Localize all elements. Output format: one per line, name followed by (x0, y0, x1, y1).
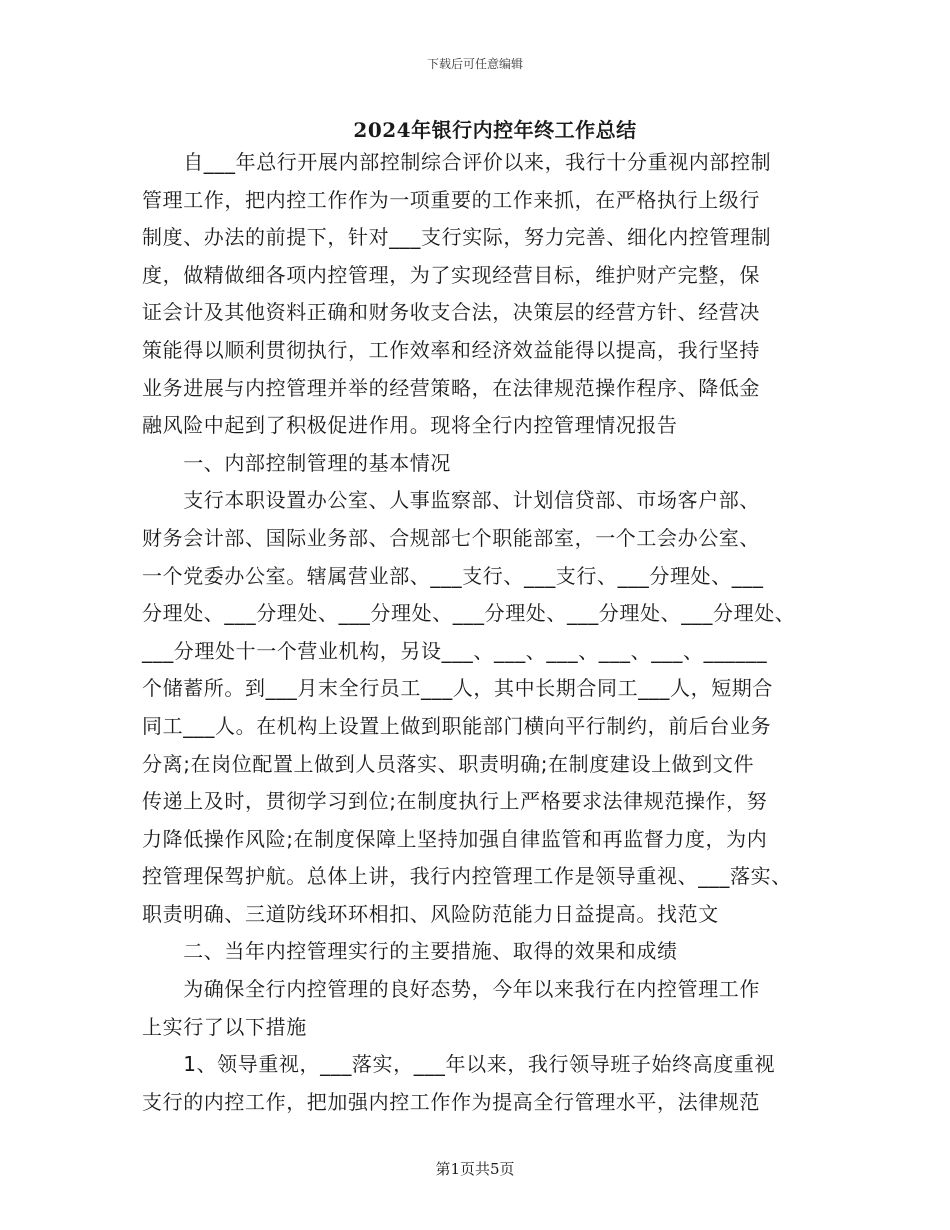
body-line: 支行的内控工作，把加强内控工作作为提高全行管理水平，法律规范 (142, 1089, 760, 1114)
body-line: 职责明确、三道防线环环相扣、风险防范能力日益提高。找范文 (142, 901, 719, 926)
body-line: 1、领导重视，___落实，___年以来，我行领导班子始终高度重视 (142, 1052, 776, 1077)
body-line: 为确保全行内控管理的良好态势，今年以来我行在内控管理工作 (142, 977, 760, 1002)
document-title: 2024年银行内控年终工作总结 (353, 118, 637, 142)
body-line: 一个党委办公室。辖属营业部、___支行、___支行、___分理处、___ (142, 563, 764, 588)
body-line: 自___年总行开展内部控制综合评价以来，我行十分重视内部控制 (142, 150, 772, 174)
body-line: 分理处、___分理处、___分理处、___分理处、___分理处、___分理处、 (142, 601, 796, 626)
page-header-note: 下载后可任意编辑 (426, 57, 523, 71)
body-line: 证会计及其他资料正确和财务收支合法，决策层的经营方针、经营决 (142, 300, 760, 325)
body-line: ___分理处十一个营业机构，另设___、___、___、___、___、______ (142, 638, 768, 663)
body-line: 力降低操作风险;在制度保障上坚持加强自律监管和再监督力度，为内 (142, 826, 768, 851)
section-heading: 二、当年内控管理实行的主要措施、取得的效果和成绩 (142, 939, 678, 964)
body-line: 个储蓄所。到___月末全行员工___人，其中长期合同工___人，短期合 (142, 676, 773, 701)
section-heading: 一、内部控制管理的基本情况 (142, 450, 451, 475)
body-line: 上实行了以下措施 (142, 1014, 307, 1039)
body-line: 财务会计部、国际业务部、合规部七个职能部室，一个工会办公室、 (142, 525, 760, 550)
body-line: 业务进展与内控管理并举的经营策略，在法律规范操作程序、降低金 (142, 375, 760, 400)
body-line: 度，做精做细各项内控管理，为了实现经营目标，维护财产完整，保 (142, 262, 760, 287)
body-line: 分离;在岗位配置上做到人员落实、职责明确;在制度建设上做到文件 (142, 751, 755, 776)
body-line: 支行本职设置办公室、人事监察部、计划信贷部、市场客户部、 (142, 488, 760, 513)
document-body (142, 144, 822, 1121)
body-line: 同工___人。在机构上设置上做到职能部门横向平行制约，前后台业务 (142, 713, 772, 738)
body-line: 融风险中起到了积极促进作用。现将全行内控管理情况报告 (142, 413, 678, 438)
body-line: 管理工作，把内控工作作为一项重要的工作来抓，在严格执行上级行 (142, 187, 760, 212)
body-line: 控管理保驾护航。总体上讲，我行内控管理工作是领导重视、___落实、 (142, 864, 792, 889)
page-number-label: 第1页共5页 (435, 1160, 515, 1178)
body-line: 传递上及时，贯彻学习到位;在制度执行上严格要求法律规范操作，努 (142, 789, 768, 814)
body-line: 策能得以顺利贯彻执行，工作效率和经济效益能得以提高，我行坚持 (142, 337, 760, 362)
body-line: 制度、办法的前提下，针对___支行实际，努力完善、细化内控管理制 (142, 225, 772, 250)
